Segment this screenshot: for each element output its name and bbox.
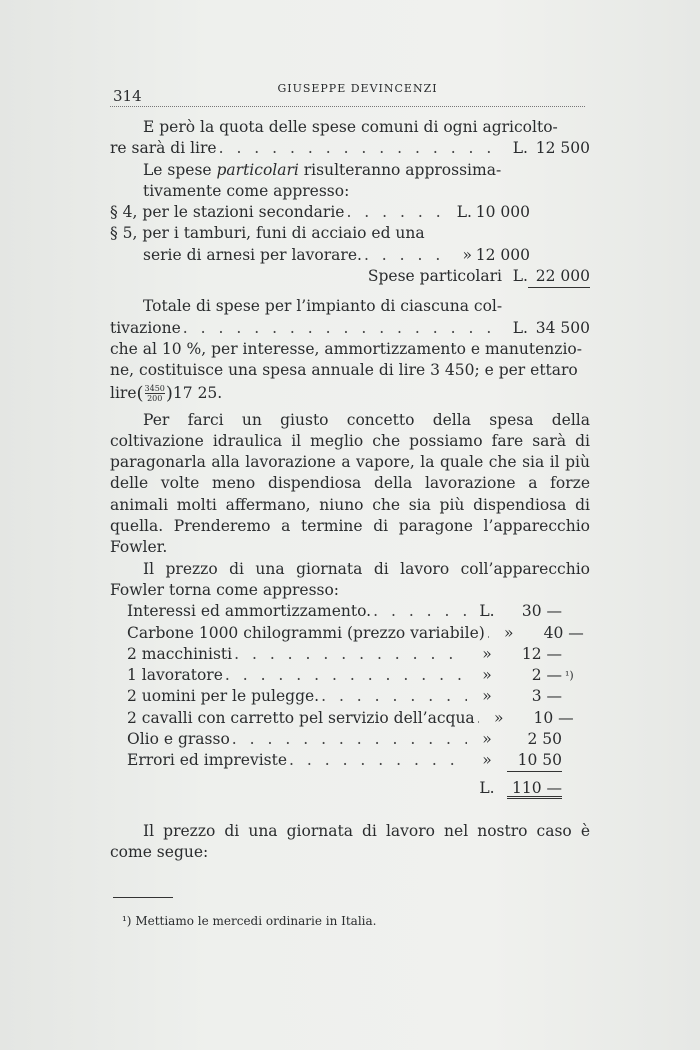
cost-label: 2 uomini per le pulegge.: [127, 687, 320, 706]
line-text: Totale di spese per l’impianto di ciascuna col-: [143, 297, 503, 316]
leader-dots: [232, 644, 467, 665]
text-line: [110, 318, 590, 339]
line-text: lire: [110, 383, 137, 402]
currency-unit: L.: [512, 267, 528, 286]
line-text: 17 25.: [172, 383, 223, 402]
emphasis-text: particolari: [216, 160, 299, 179]
subtotal-label: Spese particolari: [367, 267, 502, 286]
currency-unit: L.: [456, 203, 472, 222]
total-spacer: [127, 778, 467, 799]
currency-unit: »: [462, 245, 472, 264]
text-line: [110, 296, 590, 317]
paragraph-agricoltore-share: [110, 117, 590, 160]
cost-row: [127, 750, 590, 771]
cost-value: 2 —: [531, 666, 562, 685]
line-text: risulteranno approssima-: [298, 160, 502, 179]
text-line: [110, 138, 590, 159]
cost-value: 3 —: [531, 687, 562, 706]
cost-value: 10 50: [507, 750, 562, 771]
cost-row: [127, 601, 590, 622]
item-s5-line1: [110, 223, 530, 244]
text-line: [110, 160, 590, 181]
line-text: tivazione: [110, 318, 181, 337]
cost-symbol: »: [482, 730, 492, 749]
item-label: § 5, per i tamburi, funi di acciaio ed una: [110, 224, 425, 243]
total-row: [110, 778, 590, 799]
subtotal-amount: 22 000: [528, 266, 590, 288]
cost-symbol: »: [482, 751, 492, 770]
cost-note: [562, 750, 590, 771]
text-line: [110, 382, 590, 406]
cost-note: [574, 708, 602, 729]
cost-row: [127, 644, 590, 665]
cost-label: 2 cavalli con carretto pel servizio dell’acqua: [127, 708, 475, 727]
cost-value: 40 —: [543, 623, 584, 642]
total-note-spacer: [562, 778, 590, 799]
paragraph-spese-particolari: [110, 160, 590, 203]
page-number: 314: [113, 87, 142, 105]
leader-dots: [181, 318, 498, 339]
leader-dots: [287, 750, 467, 771]
subtotal-line: [110, 266, 590, 288]
cost-note: [562, 601, 590, 622]
paren-open: (: [136, 382, 144, 404]
cost-note: [562, 729, 590, 750]
amount: 12 000: [475, 245, 530, 264]
line-text: che al 10 %, per interesse, ammortizzamento e manutenzio-: [110, 339, 582, 358]
leader-dots: [344, 202, 448, 223]
fraction-denominator: 200: [147, 394, 163, 404]
cost-value: 12 —: [521, 644, 562, 663]
running-head: GIUSEPPE DEVINCENZI: [277, 82, 438, 95]
cost-value: 2 50: [527, 730, 562, 749]
text-line: [110, 181, 590, 202]
body-text: [110, 117, 590, 864]
currency-unit: L.: [512, 139, 528, 158]
text-line: [110, 117, 590, 138]
cost-value: 30 —: [521, 602, 562, 621]
amount: 34 500: [535, 318, 590, 337]
leader-dots: [223, 665, 467, 686]
fraction-numerator: 3450: [144, 384, 165, 394]
total-currency-unit: L.: [479, 778, 495, 797]
paren-close: ): [165, 382, 173, 404]
cost-note: [584, 623, 612, 644]
line-text: tivamente come appresso:: [143, 181, 350, 200]
currency-unit: L.: [512, 318, 528, 337]
footnote-marker: ¹): [122, 914, 132, 928]
cost-symbol: »: [482, 687, 492, 706]
paragraph-concetto: Per farci un giusto concetto della spesa della coltivazione idraulica il meglio che possiamo fare sarà di paragonarla alla lavorazione a vapore, la quale che sia il più delle volte meno dispendiosa della lavorazione a forze animali molti affermano, niuno che sia più dispendiosa di quella. Prenderemo a termine di paragone l’apparecchio Fowler.: [110, 410, 590, 557]
cost-value: 10 —: [533, 708, 574, 727]
cost-row: [127, 729, 590, 750]
paragraph-totale: [110, 296, 590, 405]
cost-row: [127, 686, 590, 707]
leader-dots: [319, 686, 467, 707]
text-line: [110, 339, 590, 360]
cost-row: [127, 665, 590, 686]
fraction: [145, 384, 165, 403]
cost-label: 2 macchinisti: [127, 644, 233, 663]
cost-label: 1 lavoratore: [127, 666, 223, 685]
leader-dots: [230, 729, 467, 750]
cost-symbol: »: [482, 644, 492, 663]
line-text: Le spese: [143, 160, 217, 179]
itemized-costs: [110, 202, 530, 266]
line-text: E però la quota delle spese comuni di ogni agricolto-: [143, 118, 558, 136]
cost-symbol: »: [493, 708, 504, 727]
leader-dots: [362, 245, 448, 266]
cost-note: [562, 644, 590, 665]
cost-symbol: »: [482, 666, 492, 685]
paragraph-prezzo-fowler: Il prezzo di una giornata di lavoro coll’apparecchio Fowler torna come appresso:: [110, 559, 590, 599]
item-label: § 4, per le stazioni secondarie: [110, 203, 345, 222]
footnote-text: Mettiamo le mercedi ordinarie in Italia.: [131, 914, 377, 928]
cost-symbol: »: [504, 623, 514, 642]
line-text: ne, costituisce una spesa annuale di lire 3 450; e per ettaro: [110, 361, 578, 380]
footnote-rule: [113, 897, 173, 898]
cost-label: Interessi ed ammortizzamento.: [127, 602, 372, 621]
total-amount: 110 —: [507, 778, 562, 799]
footnote: [122, 914, 376, 928]
cost-row: [127, 708, 590, 729]
amount: 10 000: [475, 203, 530, 222]
cost-note: ¹): [565, 669, 574, 683]
line-text: re sarà di lire: [110, 139, 217, 158]
paragraph-nostro-caso: Il prezzo di una giornata di lavoro nel nostro caso è come segue:: [110, 821, 590, 862]
cost-row: [127, 623, 590, 644]
amount: 12 500: [535, 139, 590, 158]
cost-note: [562, 686, 590, 707]
item-s4: [110, 202, 530, 223]
page-header: [110, 80, 585, 107]
leader-dots: [371, 601, 467, 622]
text-line: [110, 360, 590, 381]
cost-label: Carbone 1000 chilogrammi (prezzo variabile): [127, 623, 485, 642]
item-label: serie di arnesi per lavorare.: [143, 245, 362, 264]
cost-table: [110, 601, 590, 771]
cost-label: Olio e grasso: [127, 730, 230, 749]
leader-dots: [217, 138, 498, 159]
item-s5-line2: [110, 245, 530, 266]
cost-symbol: L.: [479, 602, 495, 621]
cost-label: Errori ed impreviste: [127, 751, 288, 770]
